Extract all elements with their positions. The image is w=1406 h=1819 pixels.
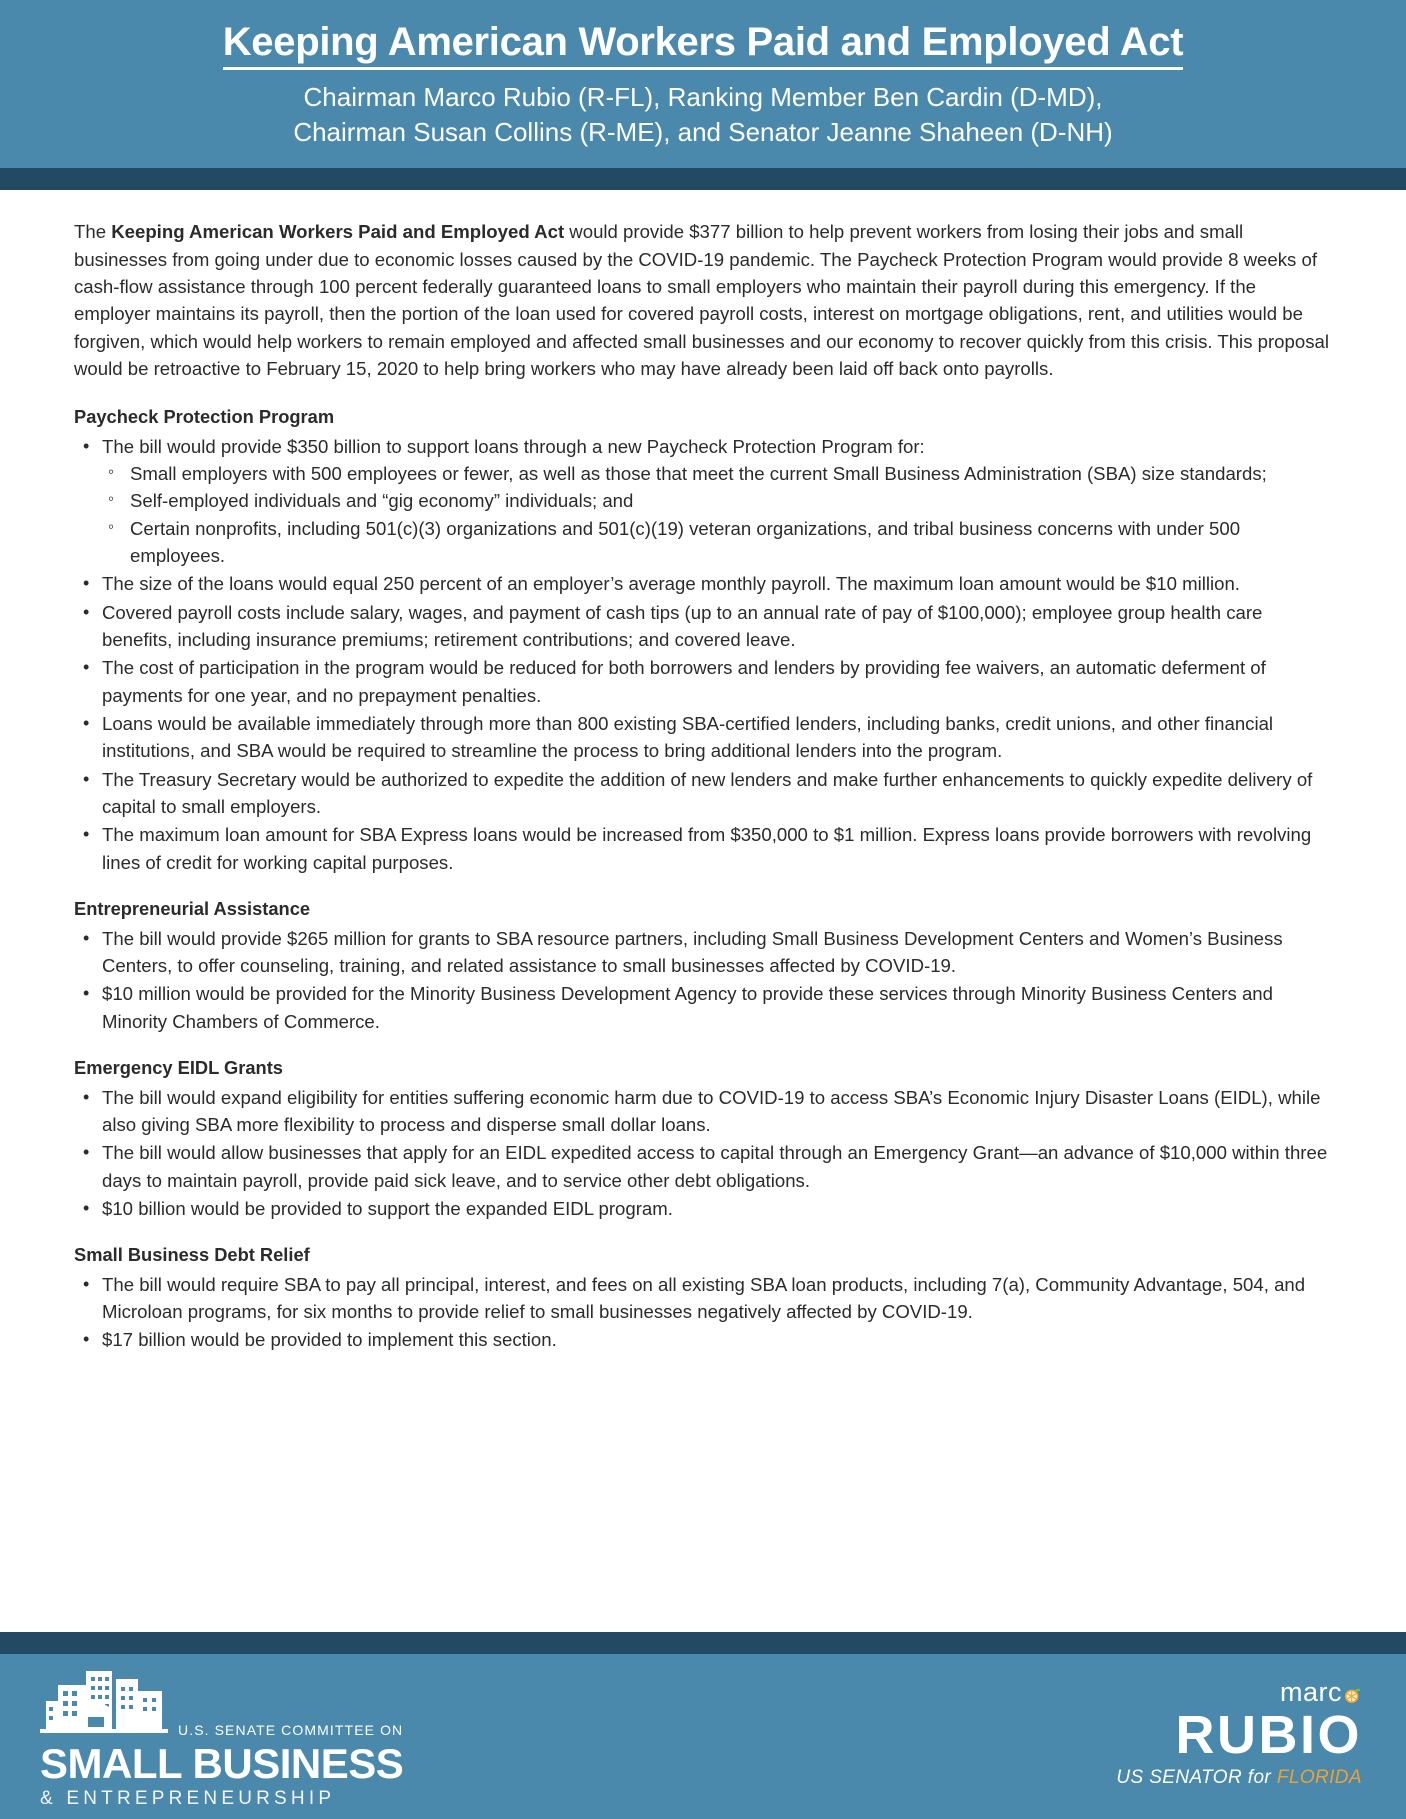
header-title-wrap (0, 14, 1406, 80)
bullet-item (74, 766, 1334, 821)
bullet-text: • Covered payroll costs include salary, wages, and payment of cash tips (up to an annual rate of pay of $100,000); employee group health care benefits, including insurance premiums; retirement contributions; and covered leave. (102, 602, 1262, 650)
rubio-tagline (1116, 1767, 1362, 1789)
bullet-text: • Loans would be available immediately through more than 800 existing SBA-certified lenders, including banks, credit unions, and other financial institutions, and SBA would be required to streamline the process to bring additional lenders into the program. (102, 713, 1273, 761)
intro-bill-name: Keeping American Workers Paid and Employed Act (111, 221, 565, 243)
bullet-list (74, 925, 1334, 1035)
sub-bullet-item: ◦ Small employers with 500 employees or fewer, as well as those that meet the current Small Business Administration (SBA) size standards; (102, 460, 1334, 487)
sub-bullet-list (102, 460, 1334, 569)
rubio-first-name-text: marc (1280, 1676, 1342, 1707)
bullet-item (74, 1084, 1334, 1139)
section-heading: Paycheck Protection Program (74, 406, 335, 428)
header-subtitle-line-2: Chairman Susan Collins (R-ME), and Senator Jeanne Shaheen (D-NH) (293, 117, 1113, 148)
intro-paragraph (74, 218, 1334, 382)
section-heading: Emergency EIDL Grants (74, 1056, 283, 1078)
bullet-text: • The bill would provide $265 million for grants to SBA resource partners, including Small Business Development Centers and Women’s Business Centers, to offer counseling, training, and related assistance to small businesses affected by COVID-19. (102, 928, 1283, 976)
bullet-text: • The cost of participation in the program would be reduced for both borrowers and lenders by providing fee waivers, an automatic deferment of payments for one year, and no prepayment penalties. (102, 657, 1266, 705)
senate-committee-logo (40, 1663, 403, 1811)
page-title: Keeping American Workers Paid and Employed Act (223, 20, 1184, 70)
document-footer-wrap (0, 1632, 1406, 1819)
committee-kicker: U.S. SENATE COMMITTEE ON (178, 1721, 404, 1738)
rubio-first-name (1280, 1676, 1362, 1707)
bullet-item (74, 570, 1334, 597)
bullet-text: • $17 billion would be provided to implement this section. (102, 1329, 557, 1350)
bullet-item (74, 1195, 1334, 1222)
sub-bullet-item: ◦ Self-employed individuals and “gig economy” individuals; and (102, 487, 1334, 514)
bullet-text: • The bill would allow businesses that apply for an EIDL expedited access to capital through an Emergency Grant—an advance of $10,000 within three days to maintain payroll, provide paid sick leave, and to service other debt obligations. (102, 1142, 1327, 1190)
bullet-text: • The maximum loan amount for SBA Express loans would be increased from $350,000 to $1 million. Express loans provide borrowers with revolving lines of credit for working capital purposes. (102, 824, 1311, 872)
bullet-text: • The size of the loans would equal 250 percent of an employer’s average monthly payroll. The maximum loan amount would be $10 million. (102, 573, 1240, 594)
footer-divider-bar (0, 1632, 1406, 1654)
document-body (0, 190, 1406, 1354)
bullet-item (74, 925, 1334, 980)
sub-bullet-item: ◦ Certain nonprofits, including 501(c)(3) organizations and 501(c)(19) veteran organizations, and tribal business concerns with under 500 employees. (102, 515, 1334, 570)
section-heading: Entrepreneurial Assistance (74, 898, 311, 920)
committee-main-title: SMALL BUSINESS (40, 1739, 404, 1787)
bullet-item (74, 1139, 1334, 1194)
bullet-item (74, 654, 1334, 709)
intro-rest: would provide $377 billion to help prevent workers from losing their jobs and small businesses from going under due to economic losses caused by the COVID-19 pandemic. The Paycheck Protection Program would provide 8 weeks of cash-flow assistance through 100 percent federally guaranteed loans to small employers who maintain their payroll during this emergency. If the employer maintains its payroll, then the portion of the loan used for covered payroll costs, interest on mortgage obligations, rent, and utilities would be forgiven, which would help workers to remain employed and affected small businesses and our economy to recover quickly from this crisis. This proposal would be retroactive to February 15, 2020 to help bring workers who may have already been laid off back onto payrolls. (74, 221, 1329, 379)
intro-lead: The (74, 221, 112, 243)
committee-sub-title: & ENTREPRENEURSHIP (40, 1787, 336, 1809)
bullet-text: • The bill would require SBA to pay all principal, interest, and fees on all existing SBA loan products, including 7(a), Community Advantage, 504, and Microloan programs, for six months to provide relief to small businesses negatively affected by COVID-19. (102, 1274, 1305, 1322)
section (74, 896, 1334, 1035)
bullet-list (74, 1084, 1334, 1223)
bullet-item (74, 980, 1334, 1035)
document-footer (0, 1654, 1406, 1819)
rubio-last-name: RUBIO (1175, 1704, 1362, 1765)
rubio-tagline-state: FLORIDA (1276, 1766, 1362, 1788)
bullet-item (74, 1326, 1334, 1353)
bullet-item (74, 1271, 1334, 1326)
rubio-tagline-pre: US SENATOR for (1116, 1766, 1277, 1788)
document-header (0, 0, 1406, 168)
orange-slice-icon (1343, 1683, 1362, 1702)
bullet-text: • $10 million would be provided for the Minority Business Development Agency to provide these services through Minority Business Centers and Minority Chambers of Commerce. (102, 983, 1273, 1031)
header-subtitle-line-1: Chairman Marco Rubio (R-FL), Ranking Member Ben Cardin (D-MD), (303, 82, 1103, 112)
section (74, 1242, 1334, 1354)
bullet-item (74, 821, 1334, 876)
section (74, 1055, 1334, 1222)
sections-container (74, 404, 1334, 1354)
marco-rubio-logo (1116, 1676, 1362, 1795)
senate-committee-top-row (40, 1663, 403, 1742)
bullet-text: • The Treasury Secretary would be authorized to expedite the addition of new lenders and make further enhancements to quickly expedite delivery of capital to small employers. (102, 769, 1312, 817)
bullet-text: • The bill would provide $350 billion to support loans through a new Paycheck Protection Program for: (102, 436, 925, 457)
section (74, 404, 1334, 876)
header-divider-bar (0, 168, 1406, 190)
bullet-list (74, 1271, 1334, 1354)
bullet-item (74, 599, 1334, 654)
bullet-text: • $10 billion would be provided to support the expanded EIDL program. (102, 1198, 673, 1219)
bullet-item (74, 433, 1334, 570)
bullet-list (74, 433, 1334, 876)
senate-committee-logo-text (40, 1663, 403, 1811)
city-skyline-icon (40, 1663, 168, 1742)
bullet-item (74, 710, 1334, 765)
bullet-text: • The bill would expand eligibility for entities suffering economic harm due to COVID-19 to access SBA’s Economic Injury Disaster Loans (EIDL), while also giving SBA more flexibility to process and disperse small dollar loans. (102, 1087, 1320, 1135)
section-heading: Small Business Debt Relief (74, 1244, 310, 1266)
